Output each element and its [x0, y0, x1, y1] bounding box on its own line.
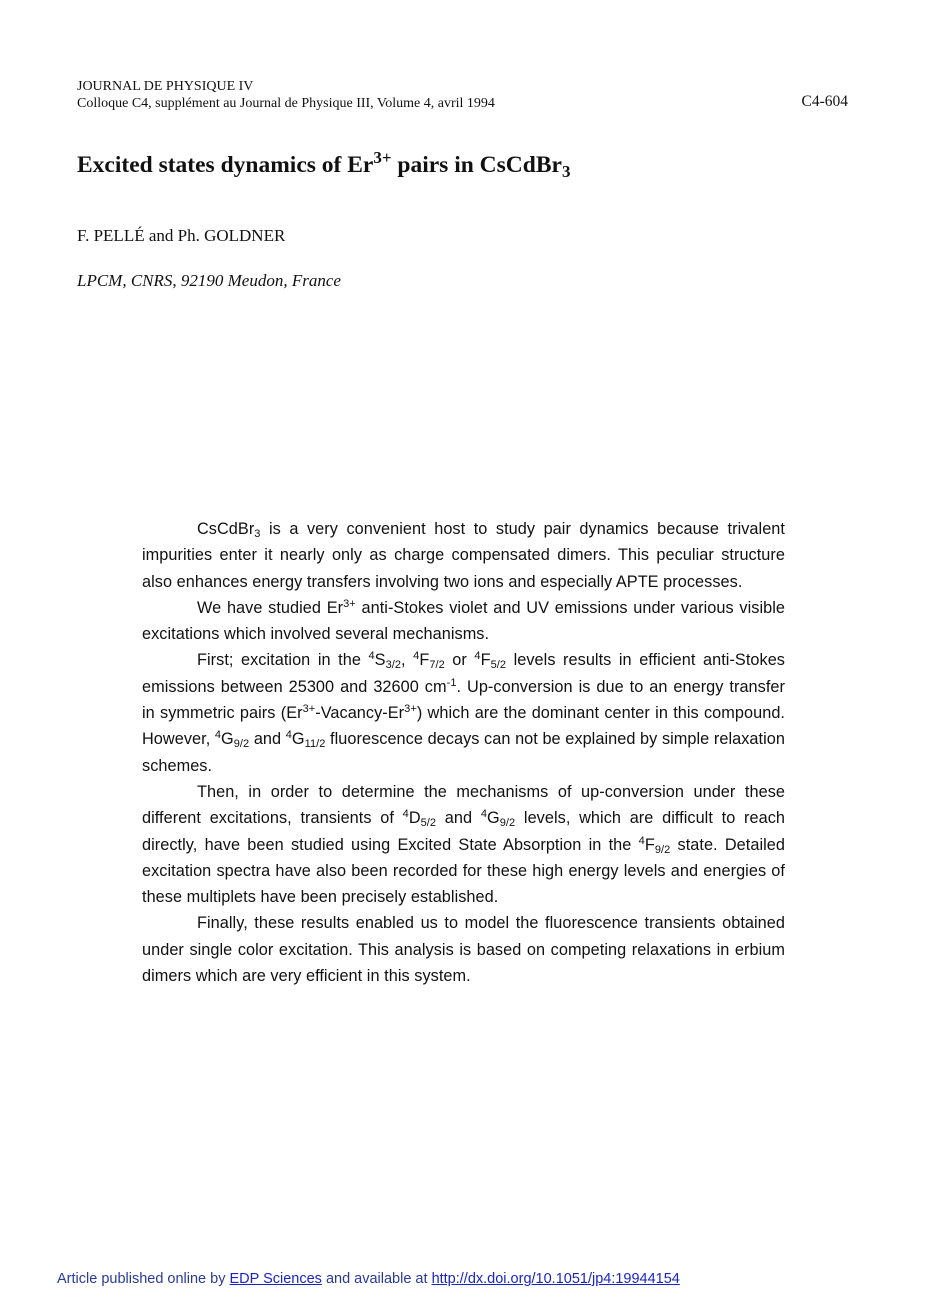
superscript: 3+	[404, 703, 417, 716]
text-run: fluorescence decays can not be explained by simple relaxation schemes.	[142, 730, 785, 775]
text-run: CsCdBr	[197, 520, 255, 538]
page-number: C4-604	[801, 93, 848, 110]
abstract-paragraph-5: Finally, these results enabled us to model the fluorescence transients obtained under single color excitation. This analysis is based on competing relaxations in erbium dimers which are very efficient in this system.	[142, 914, 785, 986]
title-subscript: 3	[561, 162, 571, 181]
superscript: 4	[368, 650, 375, 663]
text-run: is a very convenient host to study pair dynamics because trivalent impurities enter it nearly only as charge compensated dimers. This peculiar structure also enhances energy transfers involving two ions and especially APTE processes.	[142, 520, 785, 591]
subscript: 3	[254, 528, 261, 540]
subscript: 9/2	[654, 843, 671, 856]
subscript: 5/2	[490, 659, 507, 672]
text-run: ,	[401, 651, 414, 670]
footer	[57, 1271, 680, 1287]
text-run: S	[374, 651, 386, 670]
text-run: state. Detailed excitation spectra have also been recorded for these high energy levels and energies of these multiplets have been precisely established.	[142, 835, 785, 907]
subscript: 11/2	[304, 738, 326, 751]
publisher-link[interactable]: EDP Sciences	[229, 1271, 322, 1287]
abstract-paragraph-4	[142, 779, 785, 910]
authors: F. PELLÉ and Ph. GOLDNER	[77, 226, 286, 245]
text-run: levels results in efficient anti-Stokes emissions between 25300 and 32600 cm	[142, 651, 785, 696]
superscript: 4	[285, 729, 292, 742]
subscript: 3/2	[385, 659, 402, 672]
superscript: 4	[480, 808, 488, 821]
footer-middle: and available at	[321, 1271, 432, 1287]
abstract-paragraph-1	[142, 516, 785, 595]
text-run: and	[436, 809, 481, 828]
abstract-paragraph-3	[142, 647, 785, 778]
title-main: Excited states dynamics of Er	[77, 152, 374, 178]
article-title	[77, 148, 571, 181]
text-run: F	[480, 651, 491, 670]
superscript: 4	[638, 834, 645, 847]
journal-name: JOURNAL DE PHYSIQUE IV	[77, 79, 254, 94]
subscript: 5/2	[420, 817, 437, 830]
text-run: G	[291, 730, 305, 749]
text-run: Then, in order to determine the mechanisms of up-conversion under these different excitations, transients of	[142, 782, 785, 828]
text-run: and	[249, 730, 286, 749]
superscript: 4	[402, 808, 409, 821]
superscript: 4	[474, 650, 481, 663]
text-run: D	[408, 809, 421, 828]
text-run: anti-Stokes violet and UV emissions under various visible excitations which involved several mechanisms.	[142, 598, 786, 644]
title-superscript: 3+	[373, 148, 392, 167]
subscript: 9/2	[499, 817, 516, 830]
superscript: 3+	[302, 703, 316, 716]
text-run: F	[644, 835, 655, 854]
text-run: or	[444, 651, 475, 670]
subscript: 7/2	[429, 659, 445, 672]
affiliation: LPCM, CNRS, 92190 Meudon, France	[77, 271, 341, 290]
text-run: First; excitation in the	[197, 651, 369, 670]
text-run: -Vacancy-Er	[315, 704, 405, 723]
title-middle: pairs in CsCdBr	[391, 152, 562, 178]
superscript: -1	[446, 676, 457, 689]
abstract-paragraph-2	[142, 595, 785, 648]
text-run: We have studied Er	[197, 598, 344, 617]
footer-prefix: Article published online by	[57, 1271, 230, 1287]
text-run: F	[419, 651, 430, 670]
text-run: levels, which are difficult to reach directly, have been studied using Excited State Absorption in the	[142, 809, 786, 854]
superscript: 4	[413, 650, 420, 663]
abstract	[142, 516, 785, 989]
text-run: G	[221, 730, 234, 749]
journal-supplement: Colloque C4, supplément au Journal de Physique III, Volume 4, avril 1994	[77, 96, 495, 111]
text-run: G	[487, 809, 500, 828]
text-run: . Up-conversion is due to an energy transfer in symmetric pairs (Er	[142, 677, 785, 723]
text-run: ) which are the dominant center in this compound. However,	[142, 704, 785, 749]
doi-link[interactable]: http://dx.doi.org/10.1051/jp4:19944154	[431, 1271, 680, 1287]
subscript: 9/2	[233, 738, 250, 751]
superscript: 3+	[343, 597, 356, 610]
superscript: 4	[214, 729, 222, 742]
